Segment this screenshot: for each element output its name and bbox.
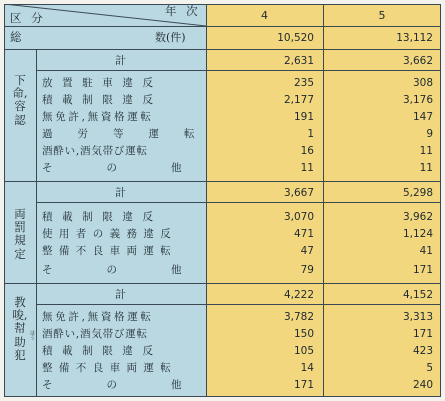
item-value-5: 3,176 (402, 94, 433, 106)
rule-g3-subtotal (36, 304, 441, 305)
item-value-5: 423 (412, 345, 433, 357)
item-value-4: 235 (293, 77, 314, 89)
list-item (42, 212, 203, 223)
group-1-subtotal-4: 2,631 (283, 55, 314, 67)
rule-g2-end (4, 283, 441, 284)
category-header-label: 区 分 (10, 11, 46, 25)
list-item (42, 162, 236, 174)
item-value-5: 3,313 (402, 311, 433, 323)
rule-group-col-3 (36, 283, 37, 397)
group-3-subtotal-label: 計 (115, 288, 126, 301)
group-1-name: 下命,容認 (12, 73, 28, 127)
list-item (42, 363, 203, 374)
list-item (42, 329, 203, 340)
group-2-name: 両罰規定 (14, 207, 26, 261)
item-label: 無免許,無資格運転 (42, 311, 154, 323)
item-value-4: 14 (300, 362, 314, 374)
item-label: その他 (42, 264, 236, 276)
item-label: 積載制限違反 (42, 94, 163, 106)
group-2-subtotal-4: 3,667 (283, 187, 314, 199)
rule-g1-subtotal (36, 70, 441, 71)
group-3-subtotal-4: 4,222 (283, 289, 314, 301)
group-1-subtotal-label: 計 (115, 54, 126, 67)
group-3-ruby: ほう (29, 330, 35, 340)
item-value-4: 191 (293, 111, 314, 123)
list-item (42, 229, 203, 240)
item-value-5: 1,124 (402, 228, 433, 240)
group-3-subtotal-5: 4,152 (402, 289, 433, 301)
item-value-4: 11 (300, 162, 314, 174)
list-item (42, 346, 203, 357)
item-label: 積載制限違反 (42, 345, 163, 357)
list-item (42, 146, 203, 157)
item-value-4: 171 (293, 379, 314, 391)
item-value-4: 2,177 (283, 94, 314, 106)
rule-group-col-2 (36, 181, 37, 283)
list-item (42, 95, 203, 106)
rule-group-col-1 (36, 49, 37, 181)
group-3-name: 教唆,幇助犯 (12, 295, 28, 362)
item-value-5: 308 (412, 77, 433, 89)
item-value-5: 147 (412, 111, 433, 123)
rule-total (4, 49, 441, 50)
list-item (42, 112, 203, 123)
item-value-4: 3,782 (283, 311, 314, 323)
item-label: 整備不良車両運転 (42, 362, 178, 374)
item-label: 整備不良車両運転 (42, 245, 178, 257)
item-value-4: 1 (307, 128, 314, 140)
year-5-header: 5 (378, 9, 386, 22)
item-value-5: 3,962 (402, 211, 433, 223)
item-value-4: 105 (293, 345, 314, 357)
list-item (42, 264, 236, 276)
item-value-5: 240 (412, 379, 433, 391)
list-item (42, 78, 203, 89)
list-item (42, 379, 236, 391)
item-label: 放置駐車違反 (42, 77, 163, 89)
rule-header (4, 26, 441, 27)
item-value-4: 471 (293, 228, 314, 240)
item-value-5: 5 (426, 362, 433, 374)
rule-g2-subtotal (36, 202, 441, 203)
item-value-4: 150 (293, 328, 314, 340)
list-item (42, 128, 220, 140)
group-2-subtotal-label: 計 (115, 186, 126, 199)
item-label: 無免許,無資格運転 (42, 111, 154, 123)
item-value-5: 11 (419, 145, 433, 157)
list-item (42, 312, 203, 323)
item-label: 積載制限違反 (42, 211, 163, 223)
total-label-left: 総 (10, 30, 22, 44)
list-item (42, 246, 203, 257)
item-value-4: 16 (300, 145, 314, 157)
item-label: 酒酔い,酒気帯び運転 (42, 328, 148, 340)
total-label-right: 数(件) (155, 31, 186, 44)
item-label: その他 (42, 162, 236, 174)
year-4-header: 4 (261, 9, 268, 22)
item-value-5: 9 (426, 128, 433, 140)
item-value-4: 79 (300, 264, 314, 276)
item-label: 酒酔い,酒気帯び運転 (42, 145, 148, 157)
item-value-4: 3,070 (283, 211, 314, 223)
item-value-4: 47 (300, 245, 314, 257)
item-label: 過労等運転 (42, 128, 220, 140)
total-value-4: 10,520 (277, 32, 314, 44)
total-value-5: 13,112 (396, 32, 433, 44)
item-value-5: 11 (419, 162, 433, 174)
group-2-subtotal-5: 5,298 (402, 187, 433, 199)
rule-g1-end (4, 181, 441, 182)
item-label: 使用者の義務違反 (42, 228, 178, 240)
item-label: その他 (42, 379, 236, 391)
group-1-subtotal-5: 3,662 (402, 55, 433, 67)
item-value-5: 171 (412, 264, 433, 276)
item-value-5: 171 (412, 328, 433, 340)
item-value-5: 41 (419, 245, 433, 257)
year-header-label: 年 次 (165, 4, 201, 18)
